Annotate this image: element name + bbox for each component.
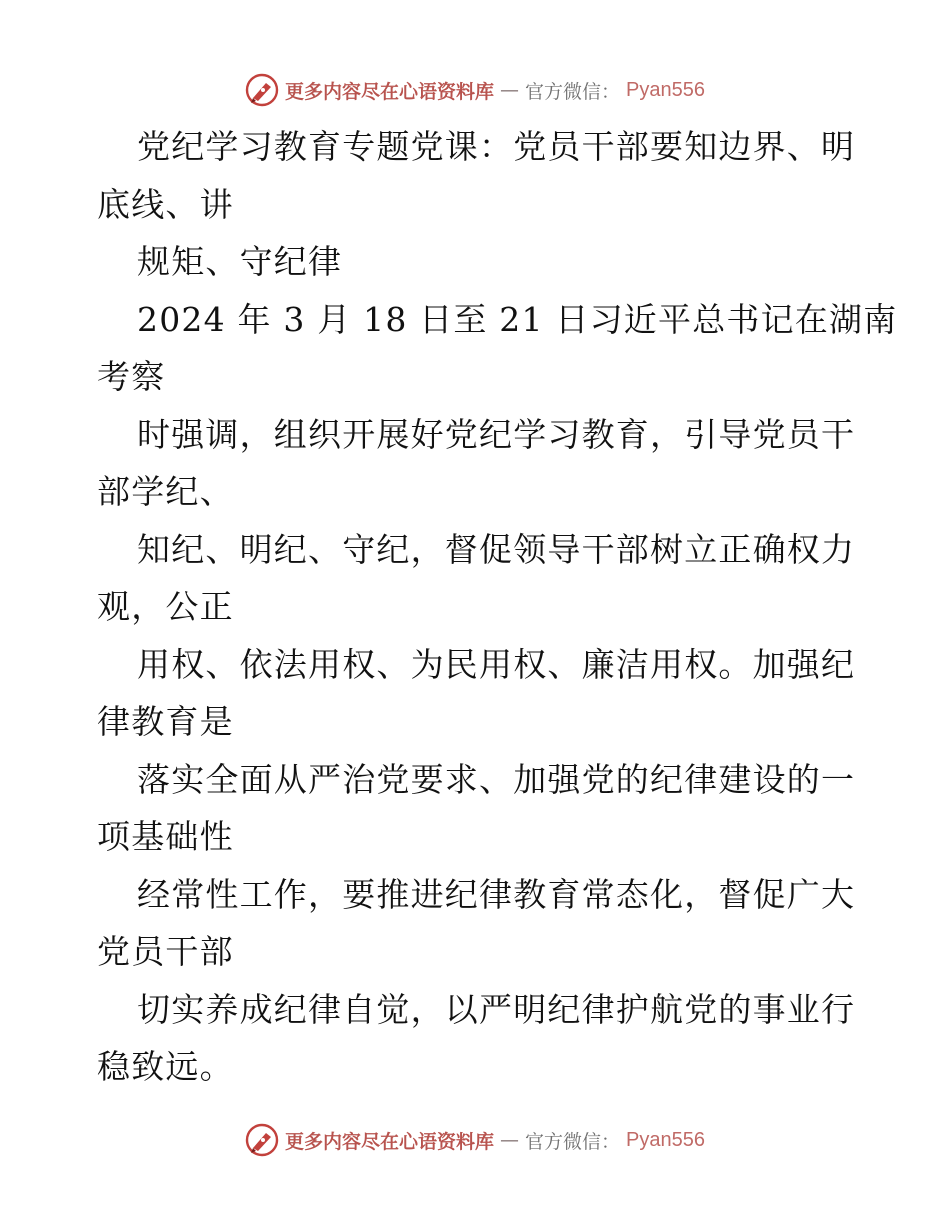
text-line: 党纪学习教育专题党课：党员干部要知边界、明 (137, 127, 856, 166)
banner-wechat-id: Pyan556 (626, 78, 705, 101)
text-line: 规矩、守纪律 (137, 242, 343, 281)
document-body (97, 118, 898, 1096)
text-line: 经常性工作，要推进纪律教育常态化，督促广大 (137, 874, 856, 914)
banner-wechat-label: 官方微信： (525, 80, 621, 103)
header-banner (0, 70, 950, 110)
text-line: 部学纪、 (97, 472, 234, 511)
text-line: 落实全面从严治党要求、加强党的纪律建设的一 (137, 759, 856, 799)
text-line: 时强调，组织开展好党纪学习教育，引导党员干 (137, 414, 856, 454)
text-line: 知纪、明纪、守纪，督促领导干部树立正确权力 (137, 529, 856, 569)
text-line: 观，公正 (97, 587, 234, 626)
pen-nib-logo-icon (245, 1123, 279, 1157)
banner-separator: — (500, 79, 520, 101)
text-line: 党员干部 (97, 932, 234, 971)
text-line: 2024 年 3 月 18 日至 21 日习近平总书记在湖南 (137, 299, 898, 339)
pen-nib-logo-icon (245, 73, 279, 107)
text-line: 项基础性 (97, 817, 234, 856)
text-line: 律教育是 (97, 702, 234, 741)
text-line: 切实养成纪律自觉，以严明纪律护航党的事业行 (137, 989, 856, 1029)
banner-site-text: 更多内容尽在心语资料库 (285, 80, 495, 103)
text-line: 用权、依法用权、为民用权、廉洁用权。加强纪 (137, 644, 856, 684)
banner-wechat-id: Pyan556 (626, 1128, 705, 1151)
text-line: 底线、讲 (97, 184, 234, 224)
text-line: 考察 (97, 357, 166, 396)
banner-site-text: 更多内容尽在心语资料库 (285, 1130, 495, 1153)
banner-wechat-label: 官方微信： (525, 1130, 621, 1153)
banner-separator: — (500, 1129, 520, 1151)
text-line: 稳致远。 (97, 1047, 234, 1086)
footer-banner (0, 1120, 950, 1160)
